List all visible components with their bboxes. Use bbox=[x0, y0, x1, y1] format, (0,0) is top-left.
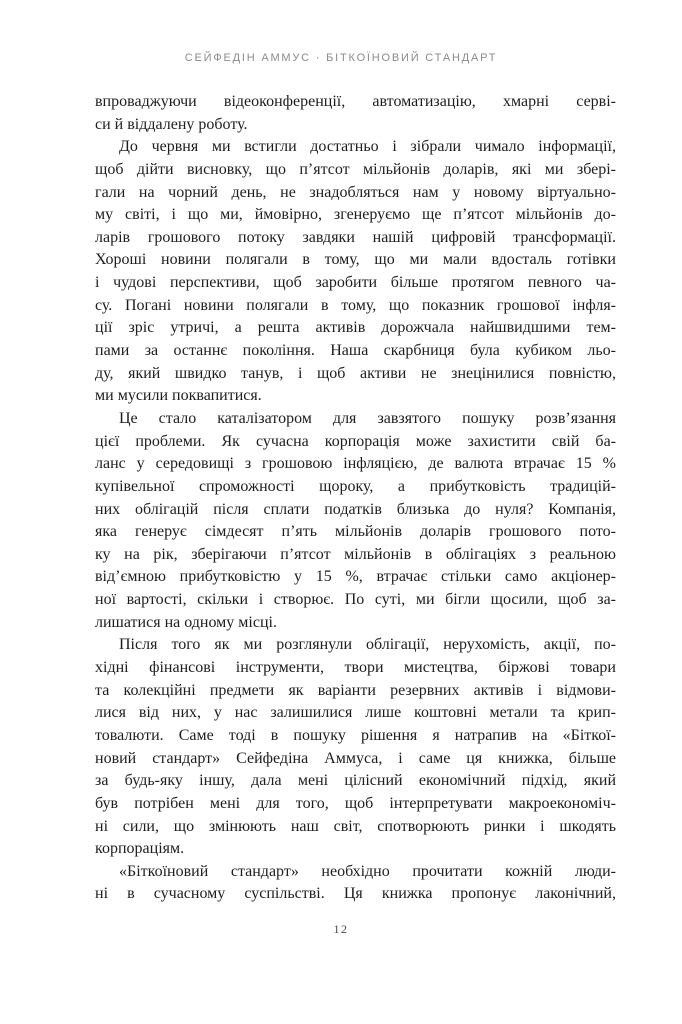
text-line: ку на рік, зберігаючи п’ятсот мільйонів в облігаціях з реальною bbox=[95, 545, 616, 563]
text-line: купівельної спроможності щороку, а прибутковість традицій- bbox=[95, 477, 616, 495]
text-line: лися від них, у нас залишилися лише коштовні метали та крип- bbox=[95, 704, 616, 722]
text-line: за будь-яку іншу, дала мені цілісний економічний підхід, який bbox=[95, 772, 616, 790]
text-line: му світі, і що ми, ймовірно, згенеруємо ще п’ятсот мільйонів до- bbox=[95, 206, 616, 224]
text-line: су. Погані новини полягали в тому, що показник грошової інфля- bbox=[95, 296, 616, 314]
paragraph bbox=[95, 91, 616, 136]
text-line: яка генерує сімдесят п’ять мільйонів доларів грошового пото- bbox=[95, 523, 616, 541]
text-line: ми мусили поквапитися. bbox=[95, 387, 262, 405]
text-line: ні в сучасному суспільстві. Ця книжка пропонує лаконічний, bbox=[95, 885, 616, 903]
text-line: лишатися на одному місці. bbox=[95, 613, 277, 631]
paragraph bbox=[95, 136, 616, 408]
text-line: корпораціям. bbox=[95, 840, 185, 858]
text-line: був потрібен мені для того, щоб інтерпретувати макроекономіч- bbox=[95, 794, 616, 812]
text-line: пами за останнє покоління. Наша скарбниця була кубиком льо- bbox=[95, 342, 616, 360]
text-line: Після того як ми розглянули облігації, нерухомість, акції, по- bbox=[119, 636, 616, 654]
text-line: та колекційні предмети як варіанти резервних активів і відмови- bbox=[95, 681, 616, 699]
text-line: Це стало каталізатором для завзятого пошуку розв’язання bbox=[119, 409, 616, 427]
text-line: До червня ми встигли достатньо і зібрали чимало інформації, bbox=[119, 138, 616, 156]
text-line: новий стандарт» Сейфедіна Аммуса, і саме ця книжка, більше bbox=[95, 749, 616, 767]
text-line: них облігацій після сплати податків близька до нуля? Компанія, bbox=[95, 500, 616, 518]
text-line: ції зріс утричі, а решта активів дорожчала найшвидшими тем- bbox=[95, 319, 616, 337]
text-line: ні сили, що змінюють наш світ, спотворюють ринки і шкодять bbox=[95, 817, 616, 835]
text-line: товалюти. Саме тоді в пошуку рішення я натрапив на «Біткої- bbox=[95, 726, 616, 744]
page-number: 12 bbox=[333, 922, 349, 936]
text-line: ланс у середовищі з грошовою інфляцією, де валюта втрачає 15 % bbox=[95, 455, 616, 473]
text-line: си й віддалену роботу. bbox=[95, 115, 248, 133]
text-line: гали на чорний день, не знадобляться нам у новому віртуально- bbox=[95, 183, 616, 201]
text-line: «Біткоїновий стандарт» необхідно прочитати кожній люди- bbox=[119, 862, 616, 880]
text-line: щоб дійти висновку, що п’ятсот мільйонів доларів, які ми збері- bbox=[95, 160, 616, 178]
text-line: ної вартості, скільки і створює. По суті, ми бігли щосили, щоб за- bbox=[95, 591, 616, 609]
text-line: цієї проблеми. Як сучасна корпорація може захистити свій ба- bbox=[95, 432, 616, 450]
text-line: від’ємною прибутковістю у 15 %, втрачає стільки само акціонер- bbox=[95, 568, 616, 586]
text-line: Хороші новини полягали в тому, що ми мали вдосталь готівки bbox=[95, 251, 616, 269]
text-line: ларів грошового потоку завдяки нашій цифровій трансформації. bbox=[95, 228, 616, 246]
running-header: СЕЙФЕДІН АММУС · БІТКОЇНОВИЙ СТАНДАРТ bbox=[184, 52, 498, 64]
paragraph bbox=[95, 861, 616, 906]
text-line: ду, який швидко танув, і щоб активи не знецінилися повністю, bbox=[95, 364, 616, 382]
text-block bbox=[95, 91, 616, 906]
text-line: і чудові перспективи, щоб заробити більше протягом певного ча- bbox=[95, 274, 616, 292]
text-line: хідні фінансові інструменти, твори мистецтва, біржові товари bbox=[95, 659, 616, 677]
paragraph bbox=[95, 408, 616, 634]
paragraph bbox=[95, 634, 616, 860]
text-line: впроваджуючи відеоконференції, автоматизацію, хмарні серві- bbox=[95, 93, 616, 110]
